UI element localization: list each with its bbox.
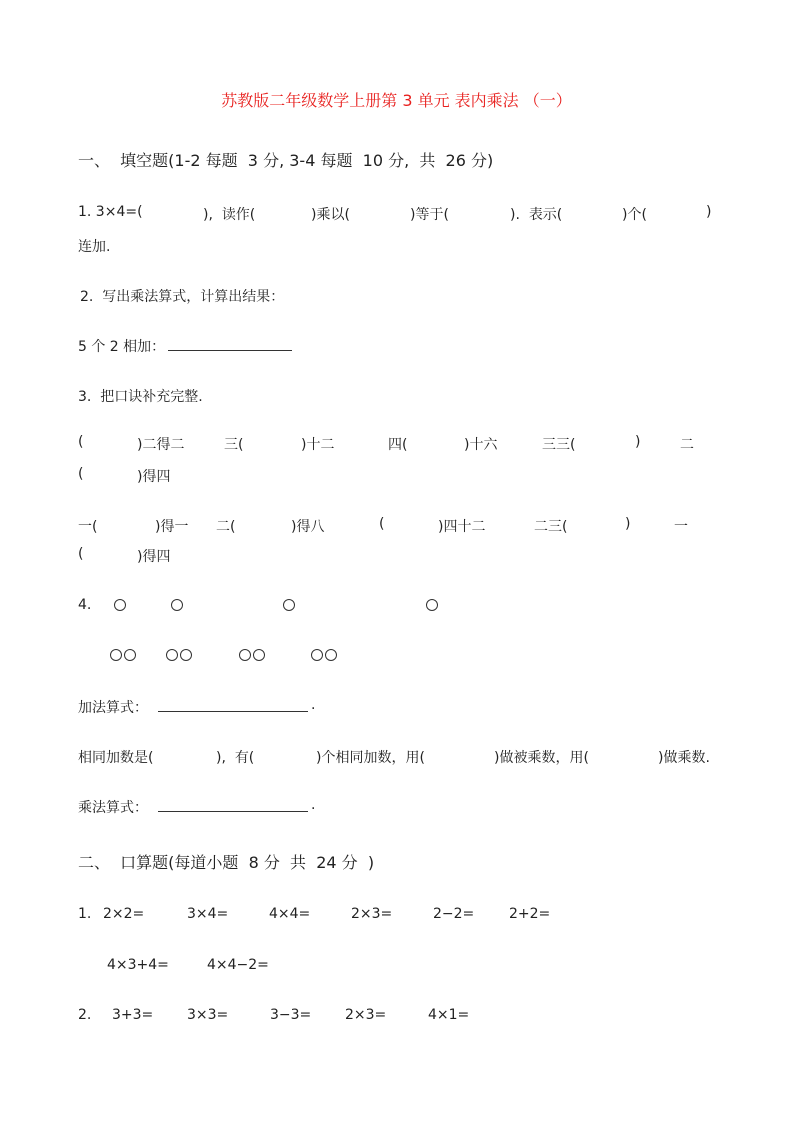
circle-icon <box>426 599 438 611</box>
q3-r1-6: 三三( <box>542 437 576 453</box>
q4-mul-blank[interactable] <box>158 797 308 812</box>
q3-r1b-0: ( <box>78 466 84 482</box>
s2-q2-item: 3+3= <box>112 1007 154 1023</box>
circle-icon <box>124 649 136 661</box>
q1-part-3: )等于( <box>410 207 449 223</box>
q4-same-3: )做被乘数，用( <box>494 750 589 766</box>
q3-r1-7: ) <box>635 434 641 450</box>
q3-r2-7: ) <box>625 516 631 532</box>
s2-q1-item: 2×3= <box>351 906 393 922</box>
q4-same-4: )做乘数. <box>658 750 710 766</box>
q4-same-0: 相同加数是( <box>78 750 154 766</box>
q1-part-0: 1. 3×4=( <box>78 204 143 220</box>
q3-r1-8: 二 <box>680 437 694 453</box>
q2-prompt: 2. 写出乘法算式，计算出结果： <box>80 289 285 305</box>
s2-q2-item: 3−3= <box>270 1007 312 1023</box>
q3-r2b-1: )得四 <box>137 549 171 565</box>
q3-r2-2: 二( <box>216 519 236 535</box>
s2-q1-item: 4×4−2= <box>207 957 269 973</box>
q4-same-1: ), 有( <box>216 750 255 766</box>
q4-label: 4. <box>78 597 92 613</box>
s2-q1-item: 4×4= <box>269 906 311 922</box>
circle-icon <box>283 599 295 611</box>
s2-q1-label: 1. <box>78 906 92 922</box>
q1-part-5: )个( <box>622 207 647 223</box>
circle-icon <box>253 649 265 661</box>
s2-q1-item: 2−2= <box>433 906 475 922</box>
q4-same-2: )个相同加数，用( <box>316 750 425 766</box>
q1-part-6: ) <box>706 204 712 220</box>
q3-r2-0: 一( <box>78 519 98 535</box>
q4-mul-end: . <box>311 797 316 813</box>
q4-add-blank[interactable] <box>158 697 308 712</box>
q3-r1b-1: )得四 <box>137 469 171 485</box>
q4-add-label: 加法算式： <box>78 700 148 716</box>
circle-icon <box>311 649 323 661</box>
q3-r1-4: 四( <box>388 437 408 453</box>
q3-r1-2: 三( <box>224 437 244 453</box>
q2-answer-blank[interactable] <box>168 336 292 351</box>
q3-r1-3: )十二 <box>301 437 335 453</box>
circle-icon <box>325 649 337 661</box>
q3-r2-6: 二三( <box>534 519 568 535</box>
q1-part-1: ), 读作( <box>203 207 256 223</box>
s2-q2-item: 3×3= <box>187 1007 229 1023</box>
s2-q2-item: 2×3= <box>345 1007 387 1023</box>
q3-r1-1: )二得二 <box>137 437 185 453</box>
section1-heading: 一、 填空题(1-2 每题 3 分, 3-4 每题 10 分, 共 26 分) <box>78 151 494 170</box>
q3-r1-0: ( <box>78 434 84 450</box>
q3-prompt: 3. 把口诀补充完整. <box>78 389 203 405</box>
q4-add-end: . <box>311 697 316 713</box>
q2-item-label: 5 个 2 相加： <box>78 339 166 355</box>
section2-heading: 二、 口算题(每道小题 8 分 共 24 分 ) <box>78 853 375 872</box>
circle-icon <box>239 649 251 661</box>
s2-q1-item: 4×3+4= <box>107 957 169 973</box>
s2-q2-item: 4×1= <box>428 1007 470 1023</box>
q3-r2-4: ( <box>379 516 385 532</box>
q3-r2b-0: ( <box>78 546 84 562</box>
q1-part-2: )乘以( <box>311 207 350 223</box>
q3-r2-1: )得一 <box>155 519 189 535</box>
q3-r2-3: )得八 <box>291 519 325 535</box>
q3-r1-5: )十六 <box>464 437 498 453</box>
s2-q2-label: 2. <box>78 1007 92 1023</box>
q1-part-4: ). 表示( <box>510 207 563 223</box>
circle-icon <box>171 599 183 611</box>
s2-q1-item: 2×2= <box>103 906 145 922</box>
circle-icon <box>180 649 192 661</box>
circle-icon <box>110 649 122 661</box>
q3-r2-8: 一 <box>674 519 688 535</box>
page-title: 苏教版二年级数学上册第 3 单元 表内乘法 （一） <box>221 91 572 110</box>
q3-r2-5: )四十二 <box>438 519 486 535</box>
q4-mul-label: 乘法算式： <box>78 800 148 816</box>
s2-q1-item: 2+2= <box>509 906 551 922</box>
circle-icon <box>114 599 126 611</box>
q1-line2: 连加. <box>78 239 111 255</box>
s2-q1-item: 3×4= <box>187 906 229 922</box>
circle-icon <box>166 649 178 661</box>
